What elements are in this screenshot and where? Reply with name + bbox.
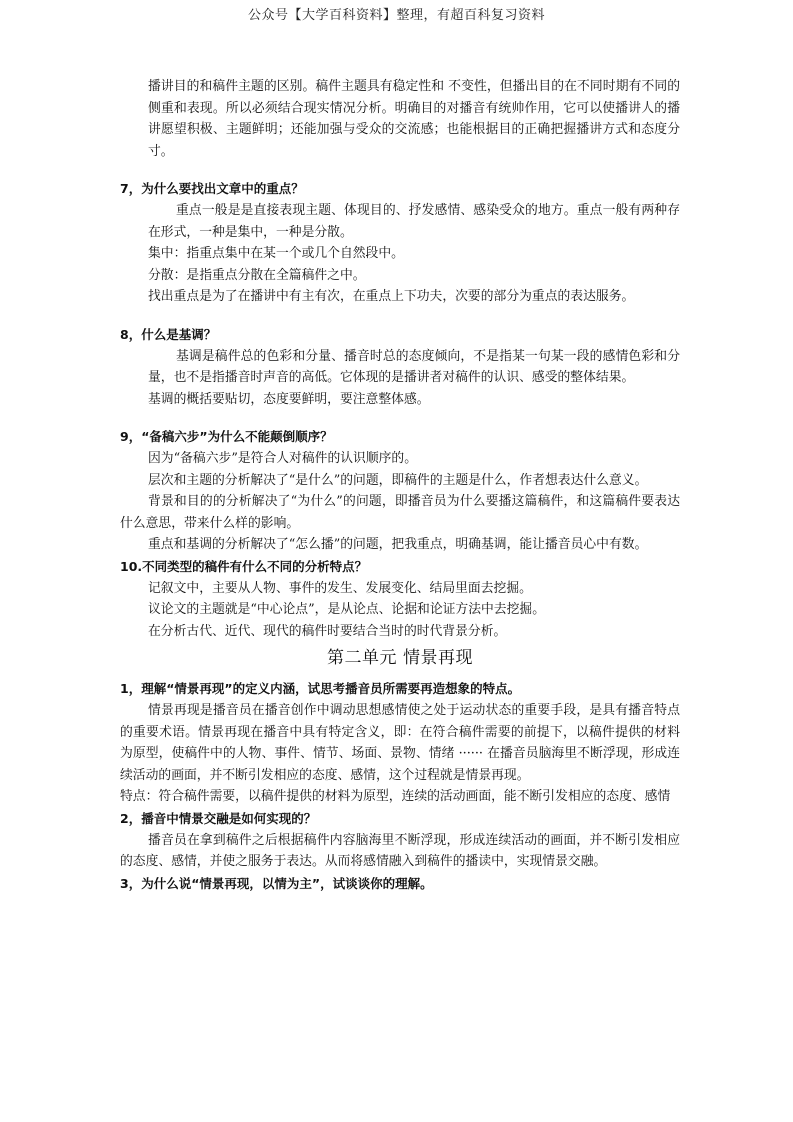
q9-paragraph-2: 层次和主题的分析解决了“是什么”的问题，即稿件的主题是什么，作者想表达什么意义。 xyxy=(148,472,648,488)
q7-paragraph-4: 找出重点是为了在播讲中有主有次，在重点上下功夫，次要的部分为重点的表达服务。 xyxy=(148,289,635,304)
q9-paragraph-3: 背景和目的的分析解决了“为什么”的问题，即播音员为什么要播这篇稿件，和这篇稿件要表达什么意思，带来什么样的影响。 xyxy=(120,494,680,531)
q8-paragraph-2: 基调的概括要贴切，态度要鲜明，要注意整体感。 xyxy=(148,391,430,407)
q10-paragraph-1: 记叙文中，主要从人物、事件的发生、发展变化、结局里面去挖掘。 xyxy=(148,580,532,596)
unit2-question-2-heading: 2，播音中情景交融是如何实现的？ xyxy=(120,810,317,826)
document-body xyxy=(120,76,680,895)
intro-paragraph: 播讲目的和稿件主题的区别。稿件主题具有稳定性和 不变性，但播出目的在不同时期有不同的侧重和表现。所以必须结合现实情况分析。明确目的对播音有统帅作用，它可以使播讲人的播讲愿望积极、主题鲜明；还能加强与受众的交流感；也能根据目的正确把握播讲方式和态度分寸。 xyxy=(148,79,680,159)
unit2-question-1-heading: 1，理解“情景再现”的定义内涵，试思考播音员所需要再造想象的特点。 xyxy=(120,681,521,696)
q8-paragraph-1: 基调是稿件总的色彩和分量、播音时总的态度倾向，不是指某一句某一段的感情色彩和分量，也不是指播音时声音的高低。它体现的是播讲者对稿件的认识、感受的整体结果。 xyxy=(148,348,680,385)
question-9-heading: 9，“备稿六步”为什么不能颠倒顺序？ xyxy=(120,429,333,444)
q7-paragraph-1: 重点一般是是直接表现主题、体现目的、抒发感情、感染受众的地方。重点一般有两种存在形式，一种是集中，一种是分散。 xyxy=(148,203,680,240)
unit2-q1-paragraph-2: 特点：符合稿件需要，以稿件提供的材料为原型，连续的活动画面，能不断引发相应的态度、感情 xyxy=(120,789,671,804)
q10-paragraph-3: 在分析古代、近代、现代的稿件时要结合当时的时代背景分析。 xyxy=(148,623,507,639)
unit-2-title: 第二单元 情景再现 xyxy=(327,648,473,668)
q9-paragraph-1: 因为“备稿六步”是符合人对稿件的认识顺序的。 xyxy=(148,451,418,466)
q9-paragraph-4: 重点和基调的分析解决了“怎么播”的问题，把我重点，明确基调，能让播音员心中有数。 xyxy=(148,537,648,552)
unit2-q1-paragraph-1: 情景再现是播音员在播音创作中调动思想感情使之处于运动状态的重要手段，是具有播音特点的重要术语。情景再现在播音中具有特定含义，即：在符合稿件需要的前提下，以稿件提供的材料为原型，使稿件中的人物、事件、情节、场面、景物、情绪 ······ 在播音员脑海里不断浮现，形成连续活动的画面，并不断引发相应的态度、感情，这个过程就是情景再现。 xyxy=(120,703,680,783)
page-header: 公众号【大学百科资料】整理，有超百科复习资料 xyxy=(247,8,545,23)
q10-paragraph-2: 议论文的主题就是“中心论点”，是从论点、论据和论证方法中去挖掘。 xyxy=(148,602,545,617)
unit2-question-3-heading: 3，为什么说“情景再现，以情为主”，试谈谈你的理解。 xyxy=(120,875,433,891)
question-7-heading: 7，为什么要找出文章中的重点？ xyxy=(120,181,304,196)
question-10-heading: 10.不同类型的稿件有什么不同的分析特点？ xyxy=(120,558,368,574)
q7-paragraph-3: 分散：是指重点分散在全篇稿件之中。 xyxy=(148,267,366,283)
unit2-q2-paragraph-1: 播音员在拿到稿件之后根据稿件内容脑海里不断浮现，形成连续活动的画面，并不断引发相应的态度、感情，并使之服务于表达。从而将感情融入到稿件的播读中，实现情景交融。 xyxy=(120,832,680,869)
question-8-heading: 8，什么是基调？ xyxy=(120,326,217,342)
q7-paragraph-2: 集中：指重点集中在某一个或几个自然段中。 xyxy=(148,246,404,261)
